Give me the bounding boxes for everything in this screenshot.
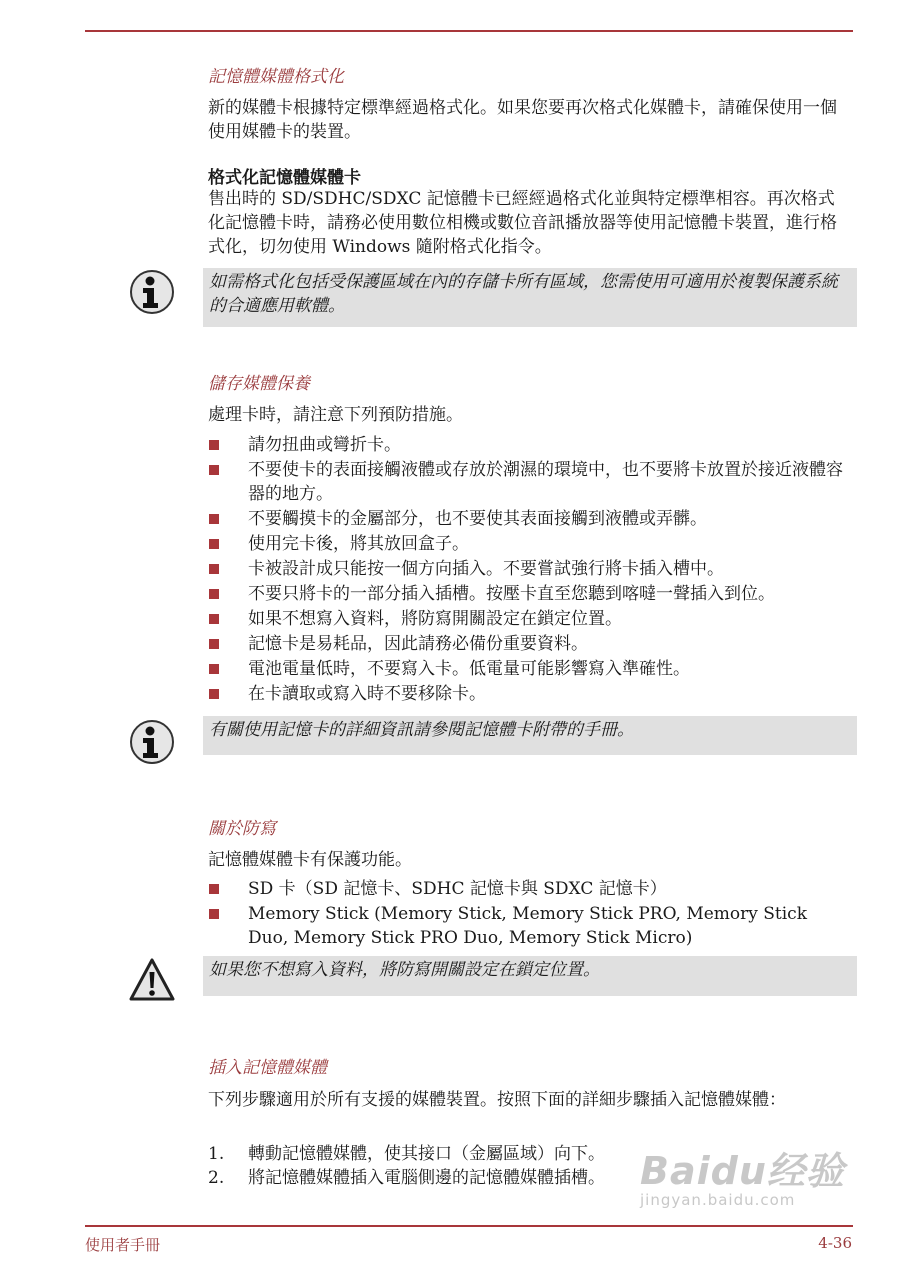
writeprotect-list [208, 877, 848, 951]
bottom-rule [85, 1225, 853, 1227]
care-note: 有關使用記憶卡的詳細資訊請參閱記憶體卡附帶的手冊。 [203, 716, 857, 755]
section-heading-insert: 插入記憶體媒體 [208, 1058, 327, 1078]
writeprotect-warning: 如果您不想寫入資料，將防寫開關設定在鎖定位置。 [203, 956, 857, 996]
list-item: 不要觸摸卡的金屬部分，也不要使其表面接觸到液體或弄髒。 [208, 507, 848, 531]
bullet-icon [209, 465, 219, 475]
section-heading-care: 儲存媒體保養 [208, 374, 310, 394]
bullet-icon [209, 664, 219, 674]
section-heading-format: 記憶體媒體格式化 [208, 67, 344, 87]
bullet-icon [209, 614, 219, 624]
top-rule [85, 30, 853, 32]
watermark [640, 1140, 845, 1209]
list-item: 如果不想寫入資料，將防寫開關設定在鎖定位置。 [208, 607, 848, 631]
bullet-icon [209, 639, 219, 649]
bullet-icon [209, 689, 219, 699]
list-item: 卡被設計成只能按一個方向插入。不要嘗試強行將卡插入槽中。 [208, 557, 848, 581]
bullet-icon [209, 539, 219, 549]
bullet-icon [209, 589, 219, 599]
list-item: 電池電量低時，不要寫入卡。低電量可能影響寫入準確性。 [208, 657, 848, 681]
insert-intro: 下列步驟適用於所有支援的媒體裝置。按照下面的詳細步驟插入記憶體媒體： [208, 1090, 786, 1110]
writeprotect-intro: 記憶體媒體卡有保護功能。 [208, 850, 412, 870]
format-paragraph: 新的媒體卡根據特定標準經過格式化。如果您要再次格式化媒體卡，請確保使用一個使用媒體卡的裝置。 [208, 98, 837, 142]
bullet-icon [209, 514, 219, 524]
list-item: 不要只將卡的一部分插入插槽。按壓卡直至您聽到喀噠一聲插入到位。 [208, 582, 848, 606]
info-icon [128, 718, 176, 766]
step-item: 2. 將記憶體媒體插入電腦側邊的記憶體媒體插槽。 [208, 1168, 605, 1188]
watermark-url: jingyan.baidu.com [640, 1191, 796, 1209]
bullet-icon [209, 909, 219, 919]
format-body: 售出時的 SD/SDHC/SDXC 記憶體卡已經經過格式化並與特定標準相容。再次格式化記憶體卡時，請務必使用數位相機或數位音訊播放器等使用記憶體卡裝置，進行格式化，切勿使用 Windows 隨附格式化指令。 [208, 189, 837, 257]
info-icon [128, 268, 176, 316]
footer-title: 使用者手冊 [85, 1236, 161, 1254]
warning-icon [128, 957, 176, 1003]
list-item: 請勿扭曲或彎折卡。 [208, 433, 848, 457]
list-item: 不要使卡的表面接觸液體或存放於潮濕的環境中，也不要將卡放置於接近液體容器的地方。 [208, 458, 848, 506]
list-item: Memory Stick (Memory Stick, Memory Stick PRO, Memory Stick Duo, Memory Stick PRO Duo, Memory Stick Micro) [208, 902, 848, 950]
care-list [208, 433, 848, 707]
page-number: 4-36 [818, 1234, 852, 1252]
format-note: 如需格式化包括受保護區域在內的存儲卡所有區域，您需使用可適用於複製保護系統的合適應用軟體。 [203, 268, 857, 327]
section-heading-writeprotect: 關於防寫 [208, 819, 276, 839]
list-item: 使用完卡後，將其放回盒子。 [208, 532, 848, 556]
step-item: 1. 轉動記憶體媒體，使其接口（金屬區域）向下。 [208, 1144, 605, 1164]
watermark-brand: Baidu经验 [640, 1149, 845, 1193]
list-item: SD 卡（SD 記憶卡、SDHC 記憶卡與 SDXC 記憶卡） [208, 877, 848, 901]
bullet-icon [209, 884, 219, 894]
bullet-icon [209, 564, 219, 574]
list-item: 在卡讀取或寫入時不要移除卡。 [208, 682, 848, 706]
list-item: 記憶卡是易耗品，因此請務必備份重要資料。 [208, 632, 848, 656]
format-subheading: 格式化記憶體媒體卡 [208, 168, 361, 188]
bullet-icon [209, 440, 219, 450]
care-intro: 處理卡時，請注意下列預防措施。 [208, 405, 463, 425]
